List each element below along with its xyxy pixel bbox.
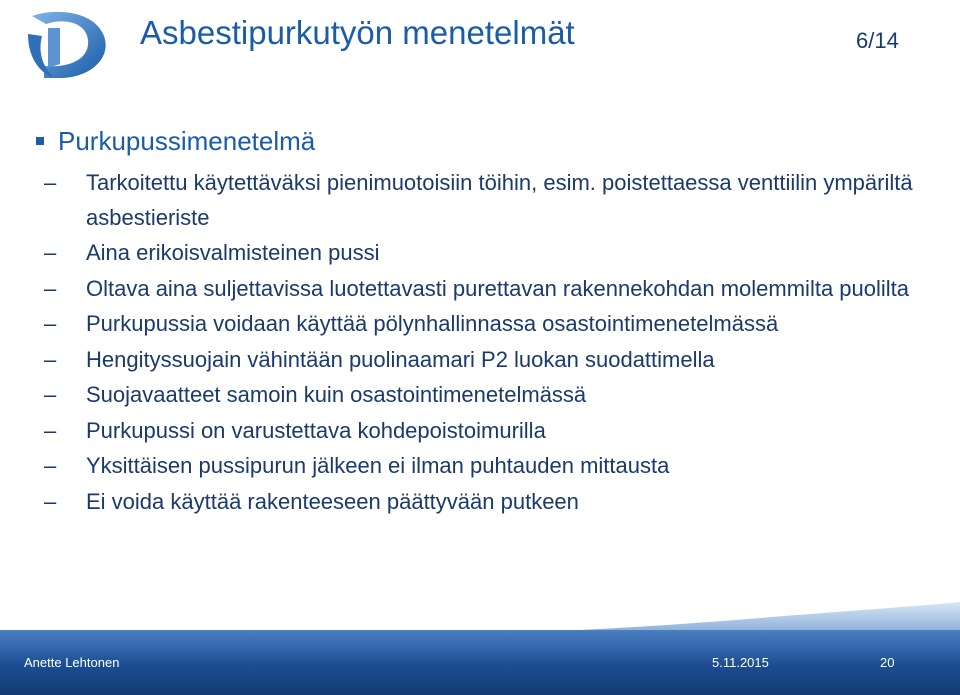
dash-bullet: – [44, 170, 57, 195]
list-item: – Suojavaatteet samoin kuin osastointimenetelmässä [36, 378, 946, 413]
footer-date: 5.11.2015 [712, 655, 769, 670]
dash-bullet: – [44, 275, 57, 301]
dash-bullet: – [44, 488, 57, 514]
list-item: – Purkupussi on varustettava kohdepoistoimurilla [36, 414, 946, 449]
dash-bullet: – [44, 382, 57, 407]
slide-content [36, 122, 946, 520]
heading-row [36, 122, 946, 160]
slide-title: Asbestipurkutyön menetelmät [140, 14, 575, 51]
list-item: – Oltava aina suljettavissa luotettavasti purettavan rakennekohdan molemmilta puolilta [36, 272, 946, 307]
footer-author: Anette Lehtonen [24, 655, 120, 670]
footer-band [0, 630, 960, 695]
slide-counter: 6/14 [856, 28, 899, 53]
list-item: – Purkupussia voidaan käyttää pölynhallinnassa osastointimenetelmässä [36, 307, 946, 342]
dash-bullet: – [44, 346, 57, 372]
bullet-list [36, 166, 946, 519]
section-heading: Purkupussimenetelmä [58, 125, 316, 156]
list-item: – Aina erikoisvalmisteinen pussi [36, 236, 946, 271]
list-item: – Ei voida käyttää rakenteeseen päättyvään putkeen [36, 485, 946, 520]
list-item: – Yksittäisen pussipurun jälkeen ei ilman puhtauden mittausta [36, 449, 946, 484]
list-item: – Tarkoitettu käytettäväksi pienimuotoisiin töihin, esim. poistettaessa venttiilin ympäriltä asbestieriste [36, 166, 946, 235]
dash-bullet: – [44, 240, 57, 265]
footer-page-number: 20 [880, 655, 895, 670]
organization-logo [24, 6, 110, 82]
list-item: – Hengityssuojain vähintään puolinaamari P2 luokan suodattimella [36, 343, 946, 378]
square-bullet-icon [36, 137, 44, 145]
dash-bullet: – [44, 417, 57, 443]
dash-bullet: – [44, 453, 57, 478]
dash-bullet: – [44, 311, 57, 336]
